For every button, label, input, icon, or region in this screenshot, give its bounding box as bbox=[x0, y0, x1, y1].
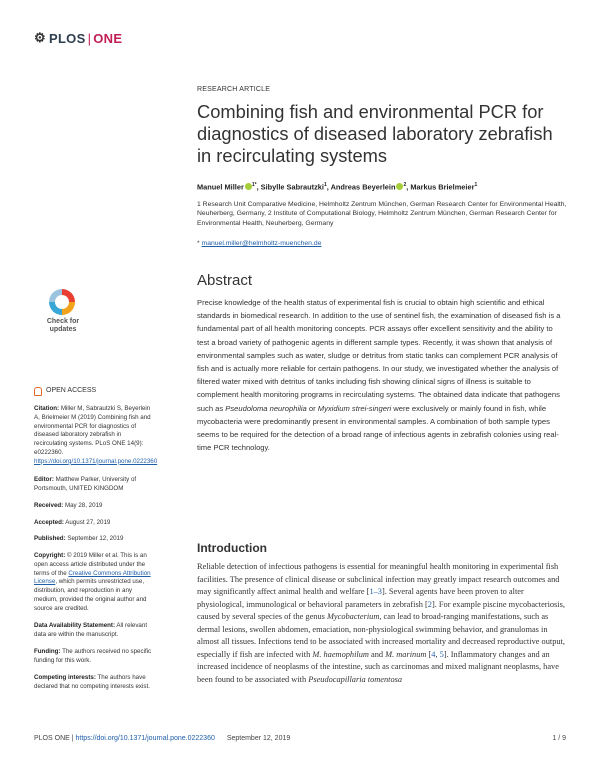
author-list: Manuel Miller $^{1*}$, Sibylle Sabrautzki$^1$, Andreas Beyerlein $^2$, Markus Brielmeier$^1$ bbox=[197, 182, 478, 192]
funding-text: The authors received no specific funding for this work. bbox=[34, 648, 152, 664]
intro-part: ]. Inflammatory changes and an increased incidence of neoplasms of the intestine, such as carcinomas and mixed malignant neoplasms, have been found to be associated with bbox=[197, 649, 559, 684]
open-access-text: OPEN ACCESS bbox=[46, 387, 97, 395]
author-name[interactable]: Markus Brielmeier bbox=[410, 182, 475, 192]
reference-link[interactable]: 2 bbox=[427, 599, 432, 609]
copyright-text: © 2019 Miller et al. This is an open access article distributed under the terms of the bbox=[34, 552, 147, 577]
reference-link[interactable]: 4 bbox=[431, 649, 436, 659]
intro-part: and bbox=[368, 649, 386, 659]
introduction-heading: Introduction bbox=[197, 541, 267, 555]
species-name: M. haemophilum bbox=[312, 649, 369, 659]
species-name: Pseudocapillaria tomentosa bbox=[308, 674, 403, 684]
article-title: Combining fish and environmental PCR for diagnostics of diseased laboratory zebrafish in recirculating systems bbox=[197, 101, 553, 166]
introduction-text bbox=[197, 561, 567, 686]
received-label: Received: bbox=[34, 502, 64, 509]
footer-left bbox=[34, 735, 290, 742]
species-name: Myxidium strei-singeri bbox=[317, 403, 392, 413]
abstract-part: or bbox=[306, 403, 318, 413]
check-for-updates-badge[interactable] bbox=[39, 285, 87, 345]
editor-text: Matthew Parker, University of Portsmouth, UNITED KINGDOM bbox=[34, 476, 137, 492]
footer-doi-link[interactable]: https://doi.org/10.1371/journal.pone.0222360 bbox=[75, 735, 215, 742]
editor-label: Editor: bbox=[34, 476, 54, 483]
article-type: RESEARCH ARTICLE bbox=[197, 86, 271, 93]
intro-part: [ bbox=[426, 649, 432, 659]
author-name[interactable]: Sibylle Sabrautzki bbox=[260, 182, 324, 192]
funding-block bbox=[34, 648, 156, 666]
open-lock-icon bbox=[34, 387, 42, 396]
plos-gear-icon: ⚙ bbox=[34, 30, 46, 45]
received-block bbox=[34, 502, 156, 511]
orcid-icon[interactable] bbox=[245, 183, 252, 190]
intro-part: ]. For example piscine mycobacteriosis, caused by several species of the genus bbox=[197, 599, 565, 622]
author-mark: 2 bbox=[403, 182, 407, 188]
plos-one-logo[interactable] bbox=[34, 30, 122, 46]
editor-block bbox=[34, 476, 156, 494]
abstract-text bbox=[197, 296, 567, 454]
abstract-part: were exclusively or mainly found in fish, while mycobacteria were predominantly present in environmental samples. A combination of both sample types seems to be required for the detection of a broad range of infectious agents in zebrafish colonies using real-time PCR technology. bbox=[197, 403, 559, 453]
reference-link[interactable]: 5 bbox=[439, 649, 444, 659]
published-block bbox=[34, 535, 156, 544]
open-access-label bbox=[34, 387, 156, 396]
copyright-text: , which permits unrestricted use, distribution, and reproduction in any medium, provided the original author and source are credited. bbox=[34, 578, 147, 612]
reference-link[interactable]: 1–3 bbox=[369, 587, 382, 597]
corresponding-email bbox=[197, 240, 567, 247]
author-name[interactable]: Manuel Miller bbox=[197, 182, 244, 192]
logo-separator: | bbox=[87, 30, 92, 46]
page-footer bbox=[34, 735, 566, 742]
genus-name: Mycobacterium bbox=[326, 612, 380, 622]
logo-plos: PLOS bbox=[48, 30, 86, 46]
email-link[interactable]: manuel.miller@helmholtz-muenchen.de bbox=[201, 240, 322, 247]
funding-label: Funding: bbox=[34, 648, 61, 655]
footer-date: September 12, 2019 bbox=[226, 735, 291, 742]
accepted-label: Accepted: bbox=[34, 519, 64, 526]
intro-part: Reliable detection of infectious pathogens is essential for meaningful health monitoring in experimental fish facilities. The presence of clinical disease or subclinical infection may greatly impact research outcomes and may significantly affect animal health and welfare [ bbox=[197, 562, 560, 597]
license-link[interactable]: Creative Commons Attribution License bbox=[34, 569, 151, 586]
intro-part: ]. Several agents have been proven to alter physiological, immunological or behavioral parameters in zebrafish [ bbox=[197, 587, 524, 609]
footer-journal: PLOS ONE bbox=[34, 735, 70, 742]
author-mark: 1* bbox=[251, 182, 257, 188]
crossmark-icon bbox=[49, 289, 75, 315]
published-label: Published: bbox=[34, 535, 66, 542]
published-date: September 12, 2019 bbox=[65, 535, 124, 542]
logo-one: ONE bbox=[93, 30, 123, 46]
author-mark: 1 bbox=[323, 182, 327, 188]
email-star: * bbox=[197, 240, 200, 247]
intro-part: , can lead to broad-ranging manifestations, such as dermal lesions, swollen abdomen, emaciation, non-physiological swimming behavior, and granulomas in almost all tissues. Infections tend to be associated with increased mortality and decreased reproductive output, especially if fish are infected with bbox=[197, 612, 565, 659]
citation-label: Citation: bbox=[34, 405, 60, 412]
competing-interests-label: Competing interests: bbox=[34, 674, 96, 681]
competing-interests-text: The authors have declared that no competing interests exist. bbox=[34, 674, 150, 690]
species-name: M. marinum bbox=[385, 649, 427, 659]
abstract-heading: Abstract bbox=[197, 272, 253, 289]
data-availability-label: Data Availability Statement: bbox=[34, 622, 116, 629]
author-name[interactable]: Andreas Beyerlein bbox=[330, 182, 396, 192]
citation-block bbox=[34, 405, 156, 467]
species-name: Pseudoloma neurophilia bbox=[225, 403, 307, 413]
data-availability-text: All relevant data are within the manuscript. bbox=[34, 622, 148, 638]
footer-separator: | bbox=[69, 735, 76, 742]
received-date: May 28, 2019 bbox=[63, 502, 103, 509]
competing-interests-block bbox=[34, 674, 156, 692]
intro-part: , bbox=[435, 649, 440, 659]
citation-text: Miller M, Sabrautzki S, Beyerlein A, Brielmeier M (2019) Combining fish and environmental PCR for diagnostics of diseased laboratory zebrafish in recirculating systems. PLoS ONE 14(9): e0222360. bbox=[34, 405, 151, 456]
copyright-block bbox=[34, 552, 156, 614]
citation-doi-link[interactable]: https://doi.org/10.1371/journal.pone.0222360 bbox=[34, 457, 158, 465]
abstract-part: Precise knowledge of the health status of experimental fish is crucial to obtain high scientific and ethical standards in biomedical research. In addition to the use of sentinel fish, the examination of diseased fish is a fundamental part of all health monitoring concepts. PCR assays offer excellent sensitivity and the ability to test a broad variety of pathogenic agents in different sample types. Recently, it was shown that analysis of environmental samples such as water, sludge or detritus from static tanks can complement PCR analysis of fish and is actually more reliable for certain pathogens. In our study, we investigated whether the analysis of filtered water mixed with detritus of tanks including fish showing clinical signs of illness is suitable to complement health monitoring programs in recirculating systems. The obtained data indicate that pathogens such as bbox=[197, 298, 561, 413]
page-number: 1 / 9 bbox=[552, 735, 566, 742]
check-for-updates-label: Check for updates bbox=[46, 318, 80, 333]
affiliations: 1 Research Unit Comparative Medicine, Helmholtz Zentrum München, German Research Center for Environmental Health, Neuherberg, Germany, 2 Institute of Computational Biology, Helmholtz Zentrum München, German Research Center for Environmental Health, Neuherberg, Germany bbox=[197, 201, 567, 227]
author-mark: 1 bbox=[474, 182, 478, 188]
accepted-block bbox=[34, 519, 156, 528]
data-availability-block bbox=[34, 622, 156, 640]
copyright-label: Copyright: bbox=[34, 552, 66, 559]
accepted-date: August 27, 2019 bbox=[63, 519, 111, 526]
